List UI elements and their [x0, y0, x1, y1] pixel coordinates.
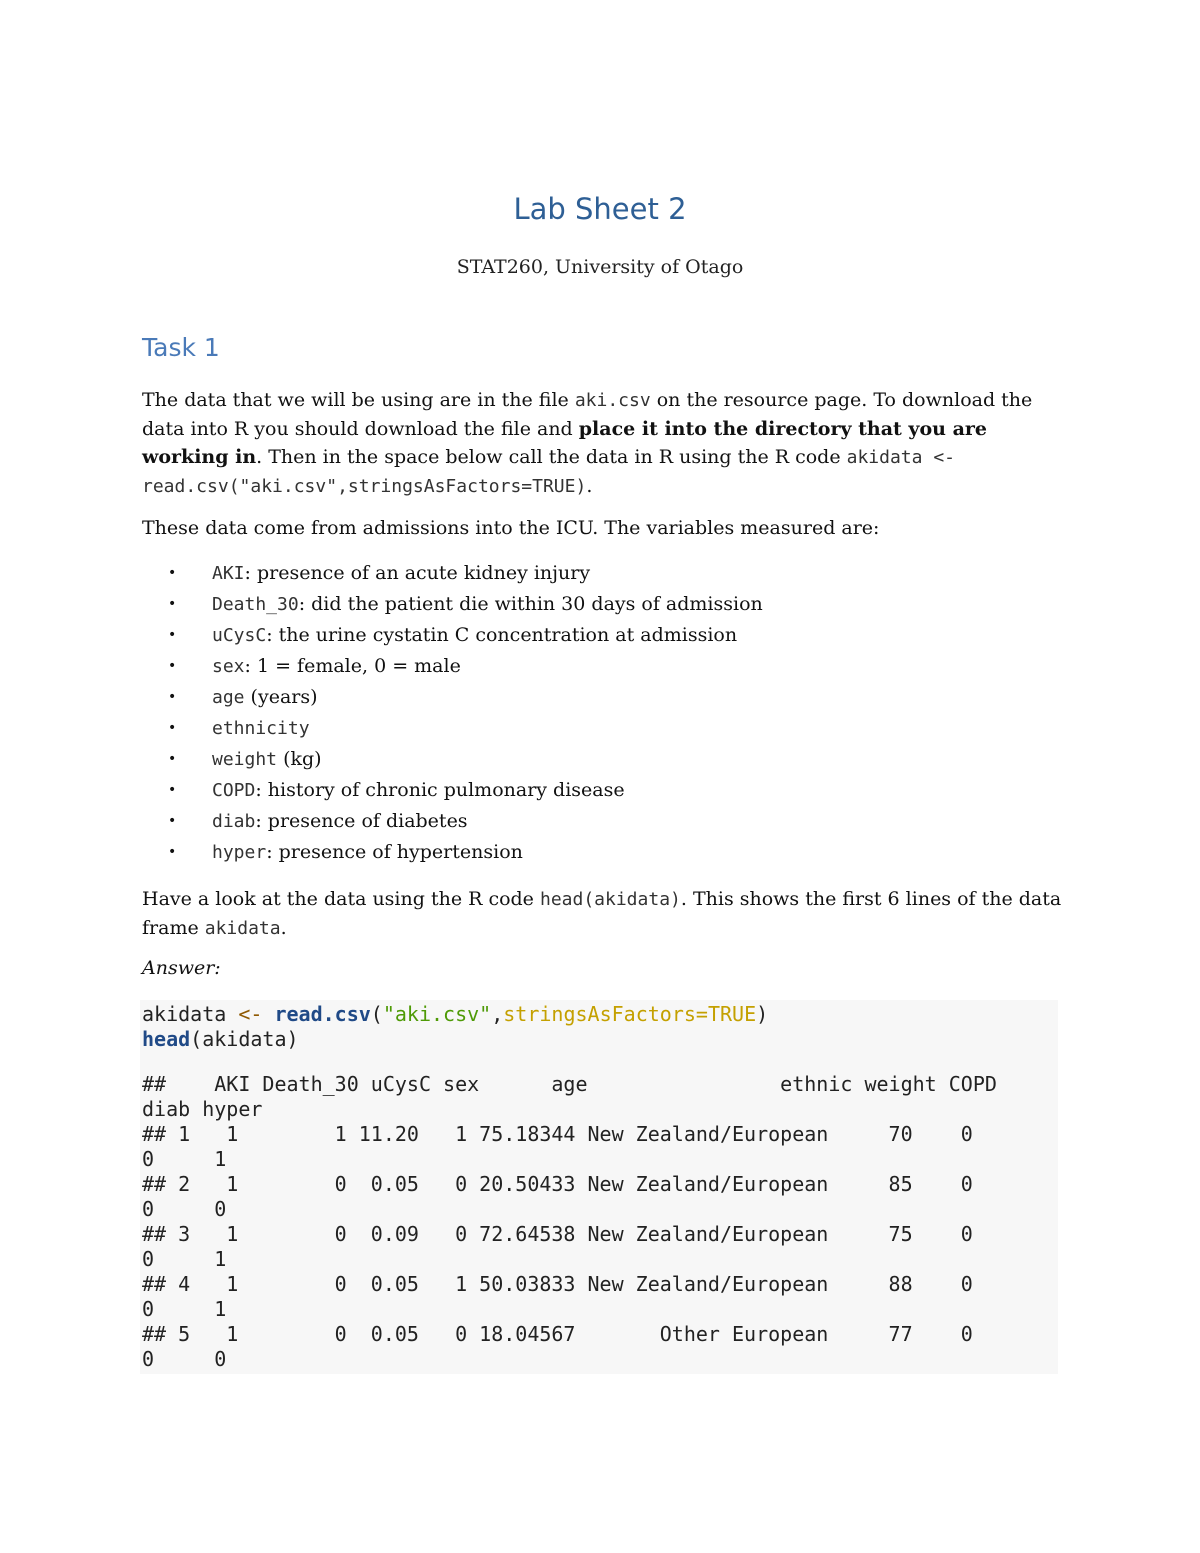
list-item — [142, 837, 1062, 868]
list-item — [142, 682, 1062, 713]
variable-desc: (kg) — [277, 748, 322, 770]
variable-code: sex — [212, 656, 245, 677]
bullet-icon: • — [168, 720, 177, 736]
document-subtitle: STAT260, University of Otago — [456, 256, 744, 278]
variables-intro: These data come from admissions into the ICU. The variables measured are: — [142, 517, 880, 539]
variable-code: Death_30 — [212, 594, 299, 615]
variable-desc: : did the patient die within 30 days of admission — [298, 593, 763, 615]
list-item — [142, 713, 1062, 744]
code-argument-value: TRUE — [707, 1002, 757, 1026]
output-line: 0 1 — [142, 1147, 227, 1171]
output-line: 0 0 — [142, 1347, 227, 1371]
output-line: ## 2 1 0 0.05 0 20.50433 New Zealand/European 85 0 — [142, 1172, 973, 1196]
code-var: akidata — [142, 1002, 227, 1026]
code-head-args: (akidata) — [190, 1027, 299, 1051]
bullet-icon: • — [168, 627, 177, 643]
head-code: head(akidata) — [539, 889, 681, 910]
bullet-icon: • — [168, 565, 177, 581]
variable-code: COPD — [212, 780, 256, 801]
code-assign-operator: <- — [226, 1002, 275, 1026]
variable-desc: : presence of diabetes — [255, 810, 468, 832]
output-line: 0 1 — [142, 1297, 227, 1321]
list-item — [142, 589, 1062, 620]
code-line-read — [142, 1002, 768, 1027]
output-line: 0 1 — [142, 1247, 227, 1271]
document-title: Lab Sheet 2 — [513, 192, 687, 226]
head-text-3: . — [280, 917, 287, 939]
variable-code: diab — [212, 811, 256, 832]
bullet-icon: • — [168, 658, 177, 674]
intro-text-2: on the resource page. To download the data into R you should download the file and — [142, 389, 1033, 440]
output-line: 0 0 — [142, 1197, 227, 1221]
r-code-block — [140, 1000, 1058, 1374]
intro-text-3: . Then in the space below call the data in R using the R code — [256, 446, 847, 468]
list-item — [142, 744, 1062, 775]
variable-desc: : the urine cystatin C concentration at admission — [266, 624, 738, 646]
variable-desc: (years) — [244, 686, 318, 708]
code-close-paren: ) — [756, 1002, 769, 1026]
bullet-icon: • — [168, 596, 177, 612]
variable-list — [142, 558, 1062, 868]
output-line: ## 1 1 1 11.20 1 75.18344 New Zealand/European 70 0 — [142, 1122, 973, 1146]
intro-code-read: akidata <- read.csv("aki.csv",stringsAsFactors=TRUE) — [142, 447, 955, 497]
list-item — [142, 806, 1062, 837]
code-string: "aki.csv" — [382, 1002, 492, 1026]
output-line: diab hyper — [142, 1097, 263, 1121]
head-text-1: Have a look at the data using the R code — [142, 888, 540, 910]
code-function-read-csv: read.csv — [274, 1002, 371, 1026]
variable-code: age — [212, 687, 245, 708]
code-comma: , — [491, 1002, 504, 1026]
output-line: ## AKI Death_30 uCysC sex age ethnic weight COPD — [142, 1072, 997, 1096]
dataframe-code: akidata — [204, 918, 281, 939]
bullet-icon: • — [168, 813, 177, 829]
code-line-head — [142, 1027, 299, 1052]
output-line: ## 5 1 0 0.05 0 18.04567 Other European 77 0 — [142, 1322, 973, 1346]
intro-text-1: The data that we will be using are in the file — [142, 389, 575, 411]
variable-code: hyper — [212, 842, 267, 863]
intro-bold-text: place it into the directory that you are working in — [142, 418, 987, 468]
answer-label: Answer: — [142, 957, 221, 979]
code-function-head: head — [142, 1027, 191, 1051]
variable-desc: : 1 = female, 0 = male — [244, 655, 461, 677]
intro-code-filename: aki.csv — [574, 390, 651, 411]
variable-desc: : presence of an acute kidney injury — [244, 562, 591, 584]
variable-desc: : history of chronic pulmonary disease — [255, 779, 625, 801]
intro-paragraph — [142, 386, 1062, 501]
variable-code: AKI — [212, 563, 245, 584]
intro-text-4: . — [586, 475, 593, 497]
task-heading: Task 1 — [142, 333, 220, 362]
bullet-icon: • — [168, 689, 177, 705]
variable-code: uCysC — [212, 625, 267, 646]
variable-code: ethnicity — [212, 718, 310, 739]
list-item — [142, 775, 1062, 806]
variable-code: weight — [212, 749, 278, 770]
bullet-icon: • — [168, 782, 177, 798]
code-open-paren: ( — [370, 1002, 383, 1026]
output-line: ## 3 1 0 0.09 0 72.64538 New Zealand/European 75 0 — [142, 1222, 973, 1246]
variable-desc: : presence of hypertension — [266, 841, 523, 863]
head-instructions — [142, 885, 1062, 943]
list-item — [142, 558, 1062, 589]
list-item — [142, 620, 1062, 651]
list-item — [142, 651, 1062, 682]
output-line: ## 4 1 0 0.05 1 50.03833 New Zealand/European 88 0 — [142, 1272, 973, 1296]
head-text-2: . This shows the first 6 lines of the data frame — [142, 888, 1062, 939]
bullet-icon: • — [168, 751, 177, 767]
code-argument: stringsAsFactors= — [503, 1002, 708, 1026]
bullet-icon: • — [168, 844, 177, 860]
